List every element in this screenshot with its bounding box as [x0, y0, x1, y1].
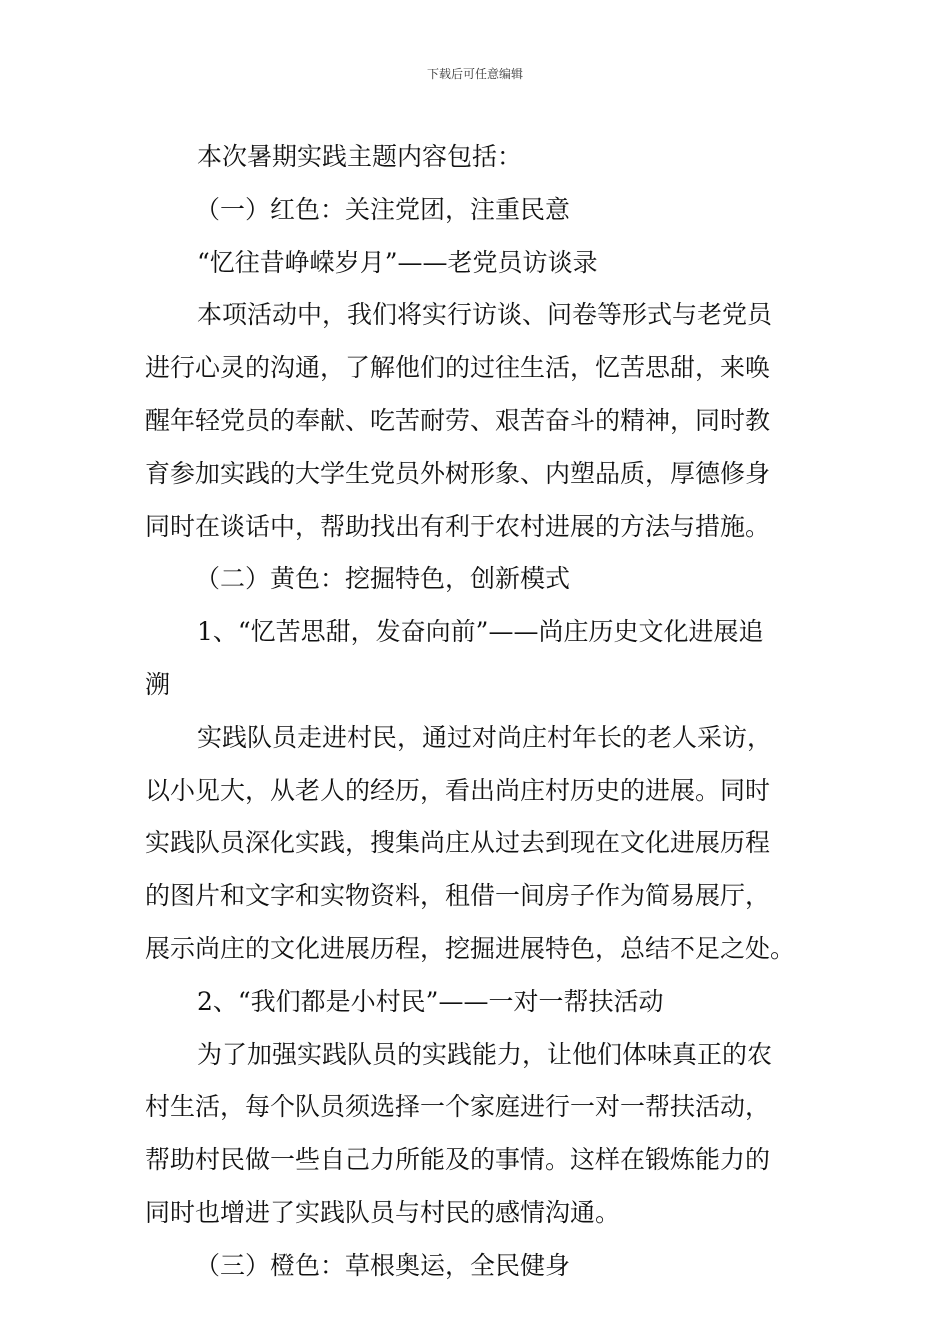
paragraph-line: 展示尚庄的文化进展历程，挖掘进展特色，总结不足之处。	[145, 933, 796, 963]
paragraph-line: 同时也增进了实践队员与村民的感情沟通。	[145, 1197, 621, 1227]
paragraph-line: 进行心灵的沟通，了解他们的过往生活，忆苦思甜，来唤	[145, 353, 771, 383]
paragraph-intro: 本次暑期实践主题内容包括：	[197, 142, 523, 171]
paragraph-line: 本项活动中，我们将实行访谈、问卷等形式与老党员	[197, 300, 773, 330]
section-heading-orange: （三）橙色：草根奥运，全民健身	[195, 1250, 571, 1280]
activity-title-history: 1、“忆苦思甜，发奋向前”——尚庄历史文化进展追	[197, 617, 764, 647]
paragraph-line: 村生活，每个队员须选择一个家庭进行一对一帮扶活动，	[145, 1092, 771, 1122]
document-body	[145, 131, 807, 1293]
activity-title-villagers: 2、“我们都是小村民”——一对一帮扶活动	[197, 986, 664, 1016]
paragraph-line: 以小见大，从老人的经历，看出尚庄村历史的进展。同时	[145, 775, 771, 805]
paragraph-line: 为了加强实践队员的实践能力，让他们体味真正的农	[197, 1039, 773, 1069]
paragraph-line: 的图片和文字和实物资料，租借一间房子作为简易展厅，	[145, 881, 771, 911]
section-heading-yellow: （二）黄色：挖掘特色，创新模式	[195, 564, 571, 594]
activity-title-interviews: “忆往昔峥嵘岁月”——老党员访谈录	[197, 247, 598, 277]
paragraph-line: 同时在谈话中，帮助找出有利于农村进展的方法与措施。	[145, 511, 771, 541]
paragraph-line: 帮助村民做一些自己力所能及的事情。这样在锻炼能力的	[145, 1145, 771, 1175]
paragraph-line: 实践队员深化实践，搜集尚庄从过去到现在文化进展历程	[145, 828, 771, 858]
section-heading-red: （一）红色：关注党团，注重民意	[195, 194, 571, 224]
paragraph-line: 育参加实践的大学生党员外树形象、内塑品质，厚德修身	[145, 458, 771, 488]
activity-title-history-cont: 溯	[145, 669, 171, 699]
page-header: 下载后可任意编辑	[426, 67, 523, 81]
paragraph-line: 醒年轻党员的奉献、吃苦耐劳、艰苦奋斗的精神，同时教	[145, 405, 771, 435]
paragraph-line: 实践队员走进村民，通过对尚庄村年长的老人采访，	[197, 722, 773, 752]
